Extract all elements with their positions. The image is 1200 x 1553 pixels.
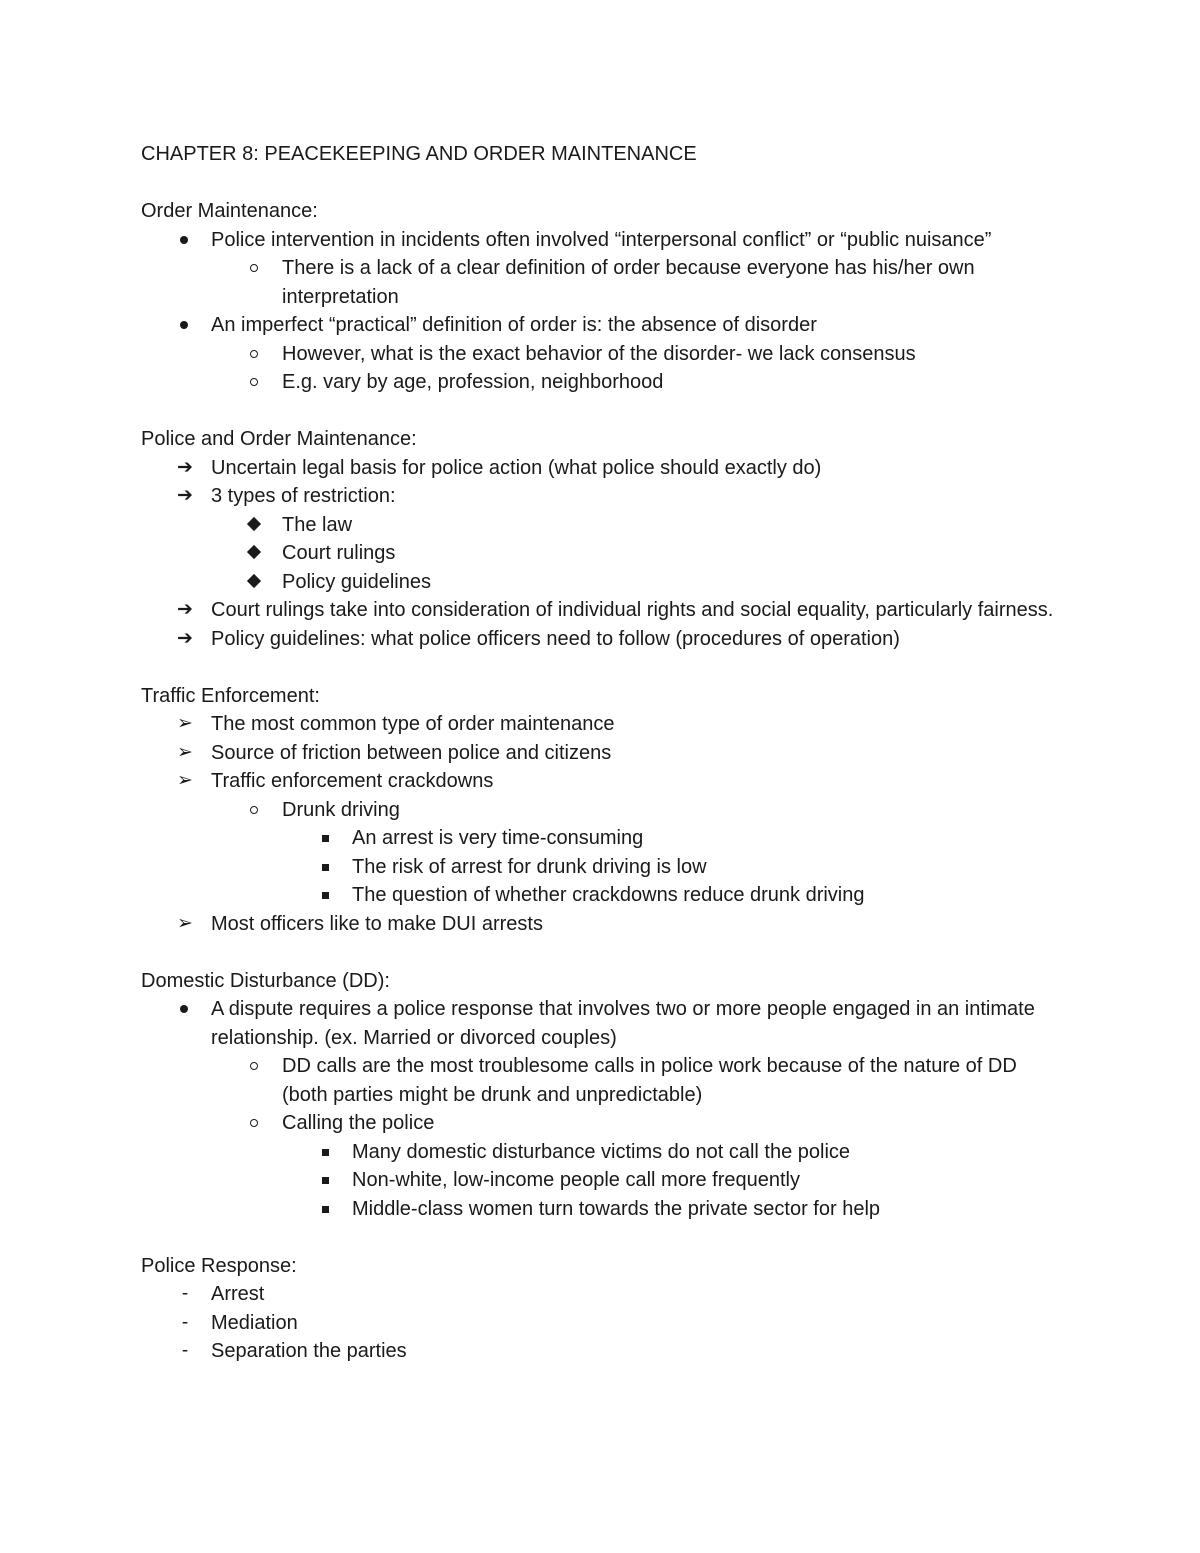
- list-item-text: Uncertain legal basis for police action (what police should exactly do): [211, 456, 822, 479]
- list-item: [141, 796, 1061, 825]
- list-item: [141, 1337, 1061, 1366]
- arrow-bullet-icon: ➔: [177, 456, 193, 478]
- list-item: [141, 1280, 1061, 1309]
- section: [141, 1252, 1061, 1366]
- list-item: [141, 739, 1061, 768]
- disc-bullet-icon: [171, 995, 199, 1024]
- arrowhead-bullet-icon: ➢: [177, 713, 193, 734]
- list-item: [141, 910, 1061, 939]
- section-heading: Order Maintenance:: [141, 200, 318, 222]
- list-item-text: An imperfect “practical” definition of order is: the absence of disorder: [211, 314, 817, 336]
- dash-bullet-icon: -: [181, 1311, 189, 1333]
- section: [141, 197, 1061, 397]
- list-item-text: Court rulings take into consideration of individual rights and social equality, particularly fairness.: [211, 599, 1054, 621]
- list-item: [141, 340, 1061, 369]
- list-item: [141, 511, 1061, 540]
- list-item: [141, 824, 1061, 853]
- arrowhead-bullet-icon: ➢: [177, 912, 193, 934]
- list-item-text: The most common type of order maintenance: [211, 713, 615, 735]
- list-item: [141, 1166, 1061, 1195]
- list-item: [141, 568, 1061, 597]
- list-item: [141, 482, 1061, 511]
- list-item-text: However, what is the exact behavior of the disorder- we lack consensus: [282, 342, 916, 365]
- list-item-text: Mediation: [211, 1311, 298, 1334]
- list-item-text: Traffic enforcement crackdowns: [211, 770, 494, 792]
- list-item-text: Police intervention in incidents often involved “interpersonal conflict” or “public nuisance”: [211, 228, 992, 251]
- list-item: [141, 881, 1061, 910]
- diamond-bullet-icon: [241, 539, 269, 568]
- arrow-bullet-icon: ➔: [177, 485, 193, 506]
- dash-bullet-icon: -: [181, 1340, 189, 1361]
- list-item-text: Middle-class women turn towards the private sector for help: [352, 1197, 881, 1220]
- list-item: [141, 1109, 1061, 1138]
- list-item-text: Policy guidelines: what police officers need to follow (procedures of operation): [211, 627, 900, 650]
- arrow-bullet-icon: ➔: [177, 627, 193, 649]
- list-item-text: Non-white, low-income people call more frequently: [352, 1169, 800, 1191]
- page-title: CHAPTER 8: PEACEKEEPING AND ORDER MAINTENANCE: [141, 143, 697, 165]
- list-item-text: Calling the police: [282, 1112, 435, 1134]
- list-item: [141, 454, 1061, 483]
- list-item-text: An arrest is very time-consuming: [352, 827, 644, 849]
- list-item-text: The question of whether crackdowns reduce drunk driving: [352, 884, 865, 906]
- list-item: [141, 767, 1061, 796]
- list-item-text: DD calls are the most troublesome calls in police work because of the nature of DD (both parties might be drunk and unpredictable): [282, 1055, 1017, 1106]
- list-item: [141, 995, 1061, 1052]
- square-bullet-icon: [312, 1166, 340, 1195]
- circle-bullet-icon: [241, 340, 269, 369]
- square-bullet-icon: [312, 881, 340, 910]
- list-item: [141, 596, 1061, 625]
- section-heading: Police and Order Maintenance:: [141, 428, 417, 450]
- dash-bullet-icon: -: [181, 1283, 189, 1304]
- list-item: [141, 710, 1061, 739]
- circle-bullet-icon: [241, 368, 269, 397]
- list-item: [141, 1195, 1061, 1224]
- sections-container: [141, 197, 1061, 1366]
- circle-bullet-icon: [241, 1109, 269, 1138]
- list-item-text: Most officers like to make DUI arrests: [211, 912, 543, 935]
- list-item: [141, 311, 1061, 340]
- list-item-text: The law: [282, 513, 353, 536]
- arrowhead-bullet-icon: ➢: [177, 770, 193, 791]
- square-bullet-icon: [312, 1195, 340, 1224]
- document-page: [141, 140, 1061, 1394]
- circle-bullet-icon: [241, 796, 269, 825]
- square-bullet-icon: [312, 1138, 340, 1167]
- section: [141, 425, 1061, 653]
- list-item: [141, 254, 1061, 311]
- diamond-bullet-icon: [241, 568, 269, 597]
- list-item-text: Arrest: [211, 1283, 265, 1305]
- list-item: [141, 853, 1061, 882]
- list-item-text: Separation the parties: [211, 1340, 407, 1362]
- list-item: [141, 368, 1061, 397]
- arrowhead-bullet-icon: ➢: [177, 741, 193, 763]
- list-item-text: A dispute requires a police response that involves two or more people engaged in an intimate relationship. (ex. Married or divorced couples): [211, 998, 1035, 1049]
- list-item-text: The risk of arrest for drunk driving is low: [352, 855, 707, 878]
- square-bullet-icon: [312, 853, 340, 882]
- list-item-text: Many domestic disturbance victims do not call the police: [352, 1140, 851, 1163]
- section: [141, 967, 1061, 1224]
- section-heading: Domestic Disturbance (DD):: [141, 969, 390, 992]
- disc-bullet-icon: [171, 226, 199, 255]
- list-item: [141, 1309, 1061, 1338]
- list-item: [141, 1138, 1061, 1167]
- circle-bullet-icon: [241, 254, 269, 283]
- section-heading: Police Response:: [141, 1254, 297, 1277]
- list-item-text: Source of friction between police and citizens: [211, 741, 612, 764]
- diamond-bullet-icon: [241, 511, 269, 540]
- square-bullet-icon: [312, 824, 340, 853]
- section: [141, 682, 1061, 939]
- list-item: [141, 1052, 1061, 1109]
- list-item: [141, 625, 1061, 654]
- list-item: [141, 226, 1061, 255]
- section-heading: Traffic Enforcement:: [141, 684, 320, 707]
- circle-bullet-icon: [241, 1052, 269, 1081]
- disc-bullet-icon: [171, 311, 199, 340]
- list-item-text: There is a lack of a clear definition of order because everyone has his/her own interpretation: [282, 257, 975, 308]
- list-item-text: 3 types of restriction:: [211, 485, 396, 507]
- list-item-text: Policy guidelines: [282, 570, 431, 593]
- list-item-text: Court rulings: [282, 542, 396, 564]
- list-item-text: E.g. vary by age, profession, neighborhood: [282, 371, 664, 393]
- list-item-text: Drunk driving: [282, 798, 400, 821]
- list-item: [141, 539, 1061, 568]
- arrow-bullet-icon: ➔: [177, 599, 193, 620]
